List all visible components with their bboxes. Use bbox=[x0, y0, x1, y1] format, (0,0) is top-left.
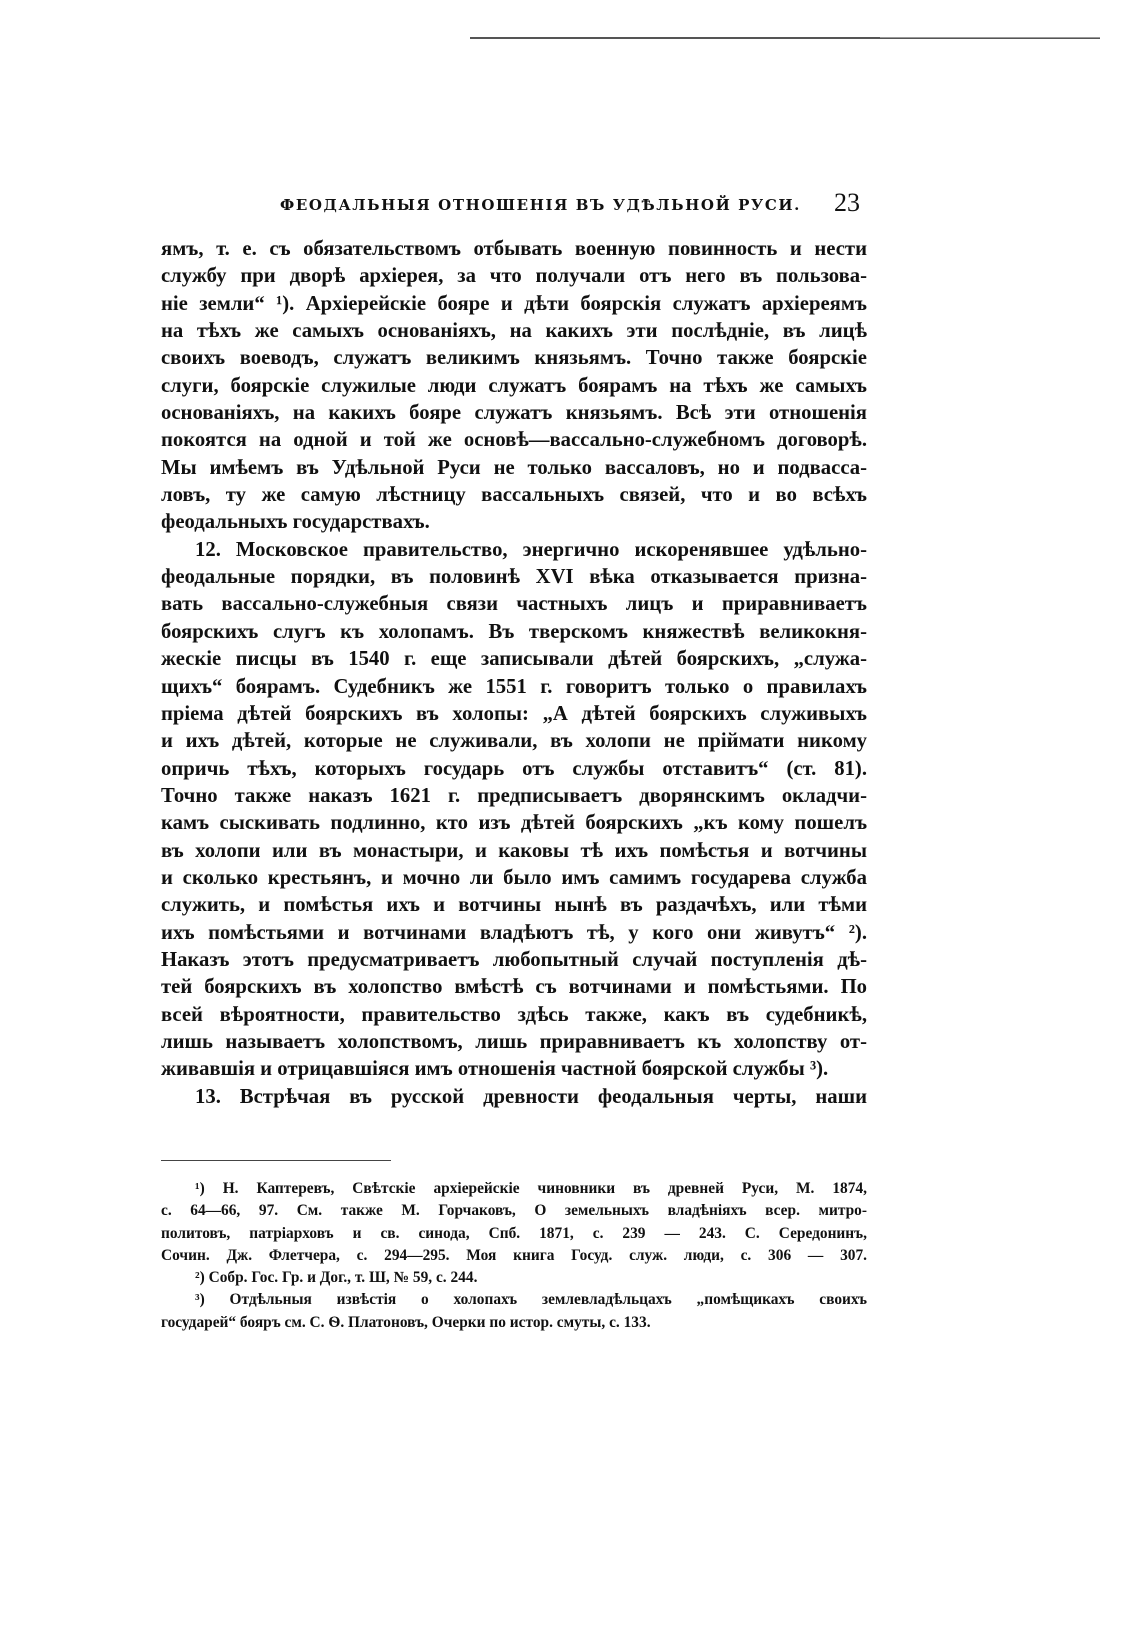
footnote-rule bbox=[161, 1160, 391, 1161]
top-rule-fade bbox=[880, 37, 1100, 38]
text-line: всей вѣроятности, правительство здѣсь также, какъ въ судебникѣ, bbox=[161, 1003, 867, 1026]
text-line: своихъ воеводъ, служатъ великимъ князьямъ. Точно также боярскіе bbox=[161, 347, 867, 370]
text-line: службу при дворѣ архіерея, за что получали отъ него въ пользова- bbox=[161, 265, 867, 288]
footnote-line: политовъ, патріарховъ и св. синода, Спб. 1871, с. 239 — 243. С. Середонинъ, bbox=[161, 1224, 867, 1242]
text-line: и сколько крестьянъ, и мочно ли было имъ самимъ государева служба bbox=[161, 866, 867, 889]
text-line: камъ сыскивать подлинно, кто изъ дѣтей боярскихъ „къ кому пошелъ bbox=[161, 812, 867, 835]
text-line: лишь называетъ холопствомъ, лишь приравниваетъ къ холопству от- bbox=[161, 1030, 867, 1053]
text-line: ямъ, т. е. съ обязательствомъ отбывать военную повинность и нести bbox=[161, 238, 867, 260]
text-line: феодальные порядки, въ половинѣ XVI вѣка отказывается призна- bbox=[161, 566, 867, 589]
text-line: ловъ, ту же самую лѣстницу вассальныхъ связей, что и во всѣхъ bbox=[161, 484, 867, 507]
text-line: пріема дѣтей боярскихъ въ холопы: „А дѣтей боярскихъ служивыхъ bbox=[161, 702, 867, 725]
footnote-line: ³) Отдѣльныя извѣстія о холопахъ землевладѣльцахъ „помѣщикахъ своихъ bbox=[195, 1291, 867, 1309]
footnote-line: ²) Собр. Гос. Гр. и Дог., т. Ш, № 59, с. 244. bbox=[195, 1269, 478, 1287]
body-text bbox=[161, 236, 867, 1111]
footnote-line: Сочин. Дж. Флетчера, с. 294—295. Моя книга Госуд. служ. люди, с. 306 — 307. bbox=[161, 1246, 867, 1264]
text-line: вать вассально-служебныя связи частныхъ лицъ и приравниваетъ bbox=[161, 593, 867, 616]
text-line: на тѣхъ же самыхъ основаніяхъ, на какихъ эти послѣдніе, въ лицѣ bbox=[161, 320, 867, 343]
text-line: щихъ“ боярамъ. Судебникъ же 1551 г. говоритъ только о правилахъ bbox=[161, 675, 867, 698]
page-header bbox=[280, 190, 860, 220]
footnote-line: с. 64—66, 97. См. также М. Горчаковъ, О земельныхъ владѣніяхъ всер. митро- bbox=[161, 1202, 867, 1220]
text-line: Точно также наказъ 1621 г. предписываетъ дворянскимъ окладчи- bbox=[161, 784, 867, 807]
running-head: ФЕОДАЛЬНЫЯ ОТНОШЕНІЯ ВЪ УДѢЛЬНОЙ РУСИ. bbox=[280, 196, 801, 214]
text-line: покоятся на одной и той же основѣ—вассально-служебномъ договорѣ. bbox=[161, 429, 867, 452]
text-line: боярскихъ слугъ къ холопамъ. Въ тверскомъ княжествѣ великокня- bbox=[161, 620, 867, 643]
text-line: живавшія и отрицавшіяся имъ отношенія частной боярской службы ³). bbox=[161, 1058, 829, 1081]
text-line: и ихъ дѣтей, которые не служивали, въ холопи не пріймати никому bbox=[161, 730, 867, 753]
text-line: жескіе писцы въ 1540 г. еще записывали дѣтей боярскихъ, „служа- bbox=[161, 648, 867, 671]
paragraph-start: 12. Московское правительство, энергично искоренявшее удѣльно- bbox=[195, 538, 867, 561]
text-line: основаніяхъ, на какихъ бояре служатъ князьямъ. Всѣ эти отношенія bbox=[161, 402, 867, 425]
text-line: Наказъ этотъ предусматриваетъ любопытный случай поступленія дѣ- bbox=[161, 948, 867, 971]
text-line: феодальныхъ государствахъ. bbox=[161, 511, 430, 534]
text-line: въ холопи или въ монастыри, и каковы тѣ ихъ помѣстья и вотчины bbox=[161, 839, 867, 862]
text-line: служить, и помѣстья ихъ и вотчины нынѣ въ раздачѣхъ, или тѣми bbox=[161, 894, 867, 917]
page-number: 23 bbox=[834, 188, 860, 217]
paragraph-start: 13. Встрѣчая въ русской древности феодальныя черты, наши bbox=[195, 1085, 867, 1108]
text-line: опричь тѣхъ, которыхъ государь отъ службы отставитъ“ (ст. 81). bbox=[161, 757, 867, 780]
footnote-line: государей“ бояръ см. С. Ѳ. Платоновъ, Очерки по истор. смуты, с. 133. bbox=[161, 1313, 651, 1331]
footnote-line: ¹) Н. Каптеревъ, Свѣтскіе архіерейскіе чиновники въ древней Руси, М. 1874, bbox=[195, 1180, 867, 1197]
text-line: тей боярскихъ въ холопство вмѣстѣ съ вотчинами и помѣстьями. По bbox=[161, 976, 867, 999]
text-line: ихъ помѣстьями и вотчинами владѣютъ тѣ, у кого они живутъ“ ²). bbox=[161, 921, 867, 944]
text-line: ніе земли“ ¹). Архіерейскіе бояре и дѣти боярскія служатъ архіереямъ bbox=[161, 292, 867, 315]
text-line: слуги, боярскіе служилые люди служатъ боярамъ на тѣхъ же самыхъ bbox=[161, 374, 867, 397]
footnotes bbox=[161, 1178, 867, 1334]
text-line: Мы имѣемъ въ Удѣльной Руси не только вассаловъ, но и подвасса- bbox=[161, 456, 867, 479]
